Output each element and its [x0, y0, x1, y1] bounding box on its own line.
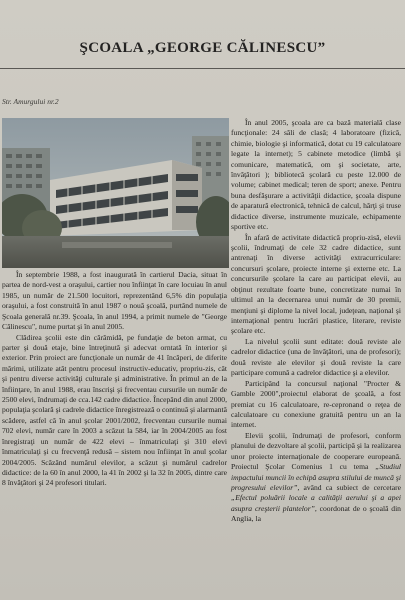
title-rule [0, 68, 405, 69]
paragraph: În afară de activitate didactică propriu-zisă, elevii şcolii, îndrumaţi de cele 32 cadre didactice, sunt antrenaţi în diverse activităţi extracurriculare: concursuri şcolare, proiecte interne şi externe etc. La concursurile şcolare la care au participat elevii, au obţinut rezultate foarte bune, concretizate numai în ultimul an la decernarea unui număr de 30 premii, menţiuni şi diplome la nivel local, judeţean, naţional şi internaţional pentru lucrări plastice, literare, reviste şcolare etc. [231, 232, 401, 336]
paragraph: În anul 2005, şcoala are ca bază materială clase funcţionale: 24 săli de clasă; 4 laboratoare (fizică, chimie, biologie şi informatică, dotat cu 19 calculatoare legate la internet); 5 cabinete metodice (limbă şi comunicare, matematică, om şi societate, arte, învăţători ); bibliotecă şcolară cu peste 12.000 de volume; cabinet medical; teren de sport; anexe. Pentru buna desfăşurare a activităţii didactice, şcoala dispune de aparatură electronică, tehnică de calcul, hărţi şi truse didactice diverse, instrumente muzicale, echipamente sportive etc. [231, 118, 401, 232]
text-run: Elevii şcolii, îndrumaţi de profesori, conform planului de dezvoltare al şcolii, participă şi la realizarea unor proiecte internaţionale de cooperare europeană. Proiectul Şcolar Comenius 1 cu tema [231, 430, 401, 472]
text-column-left [2, 270, 227, 489]
text-column-right [231, 118, 401, 525]
page-title: ŞCOALA „GEORGE CĂLINESCU” [79, 40, 326, 56]
school-building-photo [2, 118, 229, 268]
text-run: , coordonat de o şcoală din Anglia, la [231, 503, 401, 524]
paragraph [231, 431, 401, 525]
text-run: , având ca subiect de cercetare [297, 482, 401, 492]
address-caption: Str. Amurgului nr.2 [2, 97, 59, 106]
paragraph: Clădirea şcolii este din cărămidă, pe fundaţie de beton armat, cu parter şi două etaje, bine întreţinută şi adecvat orntată în interior şi exterior. Prin proiect are funcţionale un număr de 41 încăperi, de diferite mărimi, utilizate atât pentru procesul instructiv-educativ, propriu-zis, cât şi pentru diverse activităţi culturale şi administrative. În primul an de la înfiinţare, în anul 1988, erau înscrişi şi frecventau cursurile un număr de 2500 elevi, îndrumaţi de cca.142 cadre didactice. Începând din anul 2000, populaţia şcolară şi cadrele didactice înregistrează o continuă şi alarmantă scădere, astfel că în anul şcolar 2001/2002, frecventau cursurile numai 702 elevi, număr care în 2003 a scăzut la 584, iar în 2004/2005 au fost înregistraţi un număr de 422 elevi – înmatriculaţi şi 310 elevi înmatriculaţi şi cu frecvenţă redusă – sistem nou înfiinţat în anul şcolar 2004/2005. Scăzând numărul elevilor, a scăzut şi numărul cadrelor didactice: de la 60 în anul 2000, la 41 în 2002 şi la 32 în 2005, dintre care 8 învăţători şi 24 profesori titulari. [2, 332, 227, 488]
paragraph: La nivelul şcolii sunt editate: două reviste ale cadrelor didactice (una de învăţători, una de profesori); două reviste ale elevilor şi două reviste la care participare comună a cadrelor didactice şi a elevilor. [231, 336, 401, 378]
research-topic-text: „Efectul poluării locale a calităţii aerului şi a apei asupra creşterii plantelor” [231, 493, 401, 513]
paragraph: Participând la concursul naţional "Procter & Gamble 2000",proiectul elaborat de şcoală, a fost premiat cu 16 calculatoare, re-cepronand o reţea de calculatoare cu conexiune gratuită pentru un an la internet. [231, 378, 401, 430]
paragraph: În septembrie 1988, a fost inaugurată în cartierul Dacia, situat în partea de nord-vest a oraşului, cartier nou înfiinţat în care locuiau în anul 1985, un număr de 21.500 locuitori, reprezentând 6,5% din populaţia oraşului, a fost construită în anul 1987 o nouă şcoală, purtând numele de Şcoala generală nr.39. Şcoala, în anul 1994, a primit numele de "George Călinescu", nume purtat şi în anul 2005. [2, 270, 227, 332]
project-title-text: „Studiul impactului muncii în echipă asupra stilului de muncă şi progresului elevilor” [231, 462, 401, 492]
